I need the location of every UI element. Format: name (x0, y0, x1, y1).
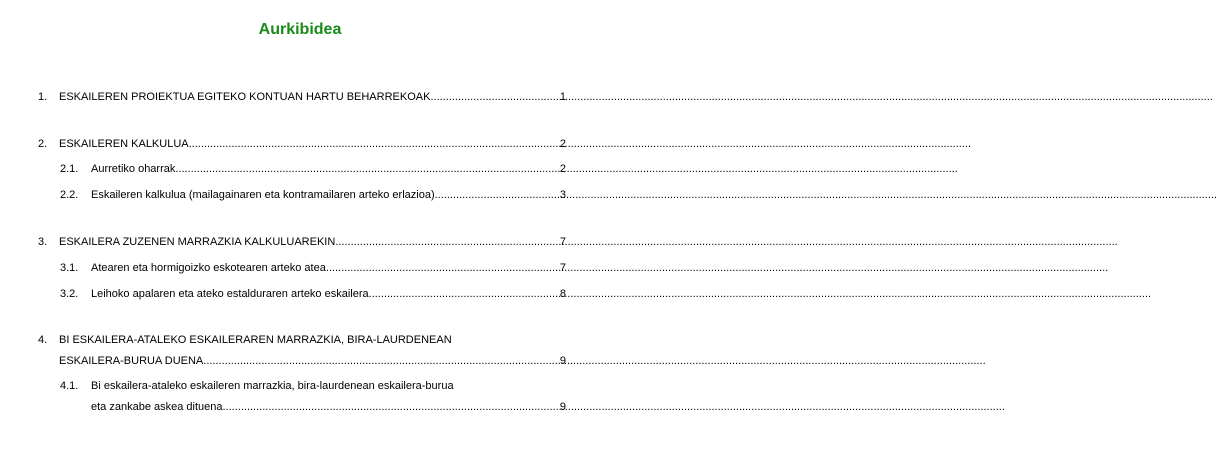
toc-leader-dots (326, 262, 558, 275)
toc-page-number: 1 (559, 91, 566, 103)
toc-page-number: 2 (559, 163, 566, 175)
toc-leader-dots (430, 91, 557, 104)
toc-entry-4[interactable] (38, 334, 566, 368)
toc-leader-dots (175, 163, 558, 176)
toc-title: Leihoko apalaren eta ateko estalduraren arteko eskailera (91, 288, 369, 300)
toc-title: ESKAILERA ZUZENEN MARRAZKIA KALKULUAREKIN (59, 236, 336, 248)
toc-title-line2: eta zankabe askea dituena (91, 401, 223, 413)
toc-number: 4.1. (60, 380, 79, 392)
toc-leader-dots (335, 236, 558, 249)
toc-number: 1. (38, 91, 48, 103)
toc-entry-3[interactable] (38, 236, 566, 249)
toc-page-number: 7 (559, 236, 566, 248)
toc-title: ESKAILEREN KALKULUA (59, 138, 189, 150)
toc-page-number: 2 (559, 138, 566, 150)
toc-number: 3.1. (60, 262, 79, 274)
toc-title-line1: Bi eskailera-ataleko eskaileren marrazkia, bira-laurdenean eskailera-burua (91, 380, 454, 392)
toc-entry-2-2[interactable] (60, 189, 566, 202)
toc-page-number: 8 (559, 288, 566, 300)
toc-leader-dots (435, 189, 558, 202)
toc-entry-2[interactable] (38, 138, 566, 151)
toc-leader-dots (369, 288, 558, 301)
toc-entry-1[interactable] (38, 91, 566, 104)
toc-title: Atearen eta hormigoizko eskotearen arteko atea (91, 262, 326, 274)
toc-leader-dots (203, 355, 558, 368)
toc-page-number: 7 (559, 262, 566, 274)
toc-title-line1: BI ESKAILERA-ATALEKO ESKAILERAREN MARRAZKIA, BIRA-LAURDENEAN (59, 334, 452, 346)
toc-entry-3-1[interactable] (60, 262, 566, 275)
toc-entry-2-1[interactable] (60, 163, 566, 176)
toc-leader-dots (189, 138, 558, 151)
toc-title: Eskaileren kalkulua (mailagainaren eta kontramailaren arteko erlazioa) (91, 189, 435, 201)
toc-title-line2: ESKAILERA-BURUA DUENA (59, 355, 204, 367)
toc-title: Aurretiko oharrak (91, 163, 176, 175)
toc-number: 4. (38, 334, 48, 346)
toc-page-number: 9 (559, 355, 566, 367)
toc-page-number: 3 (559, 189, 566, 201)
toc-entry-4-1[interactable] (60, 380, 566, 414)
toc-number: 2. (38, 138, 48, 150)
toc-number: 3.2. (60, 288, 79, 300)
toc-number: 3. (38, 236, 48, 248)
toc-leader-dots (223, 401, 558, 414)
page-title: Aurkibidea (258, 21, 342, 38)
toc-number: 2.1. (60, 163, 79, 175)
toc-page-number: 9 (559, 401, 566, 413)
toc-entry-3-2[interactable] (60, 288, 566, 301)
toc-title: ESKAILEREN PROIEKTUA EGITEKO KONTUAN HARTU BEHARREKOAK (59, 91, 431, 103)
toc-number: 2.2. (60, 189, 79, 201)
